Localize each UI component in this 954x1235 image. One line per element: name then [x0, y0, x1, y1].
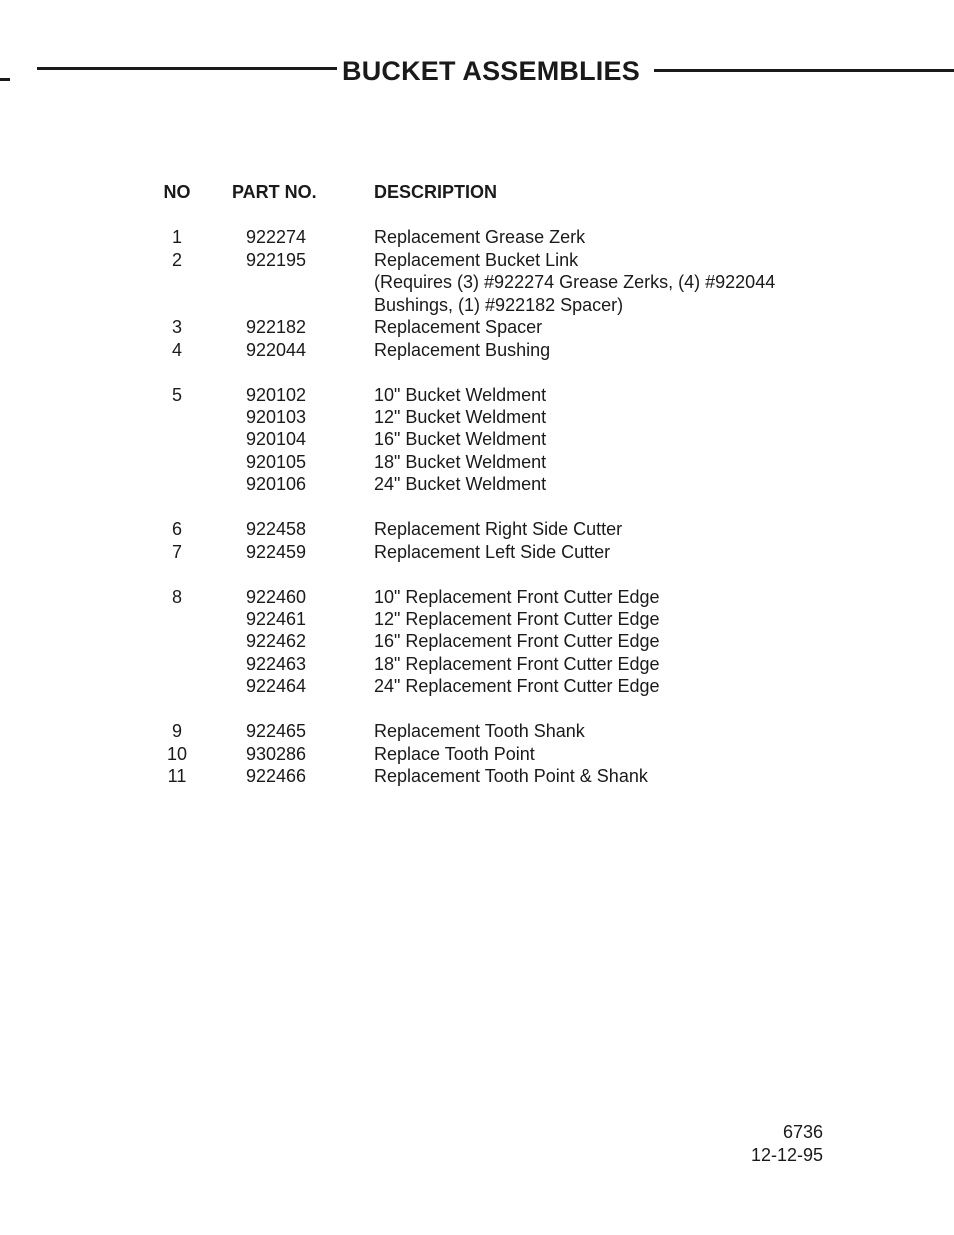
table-row: [0, 765, 954, 787]
part-description: 12" Replacement Front Cutter Edge: [374, 609, 660, 629]
part-description: Bushings, (1) #922182 Spacer): [374, 295, 624, 315]
part-number: 922461: [245, 609, 307, 629]
item-number: 11: [167, 766, 187, 786]
table-row: [0, 406, 954, 428]
part-description: 12" Bucket Weldment: [374, 407, 547, 427]
part-description: 10" Replacement Front Cutter Edge: [374, 587, 660, 607]
table-row: [0, 653, 954, 675]
table-row: [0, 226, 954, 248]
part-number: 922274: [245, 227, 307, 247]
item-number: 2: [171, 250, 182, 270]
page-title: BUCKET ASSEMBLIES: [342, 56, 640, 86]
document-number: 6736: [782, 1122, 823, 1142]
part-description: Replacement Bucket Link: [374, 250, 579, 270]
item-number: 9: [171, 721, 182, 741]
column-header-part-no: PART NO.: [232, 182, 317, 202]
corner-mark: [0, 78, 10, 81]
item-number: 10: [166, 744, 188, 764]
part-number: 920106: [245, 474, 307, 494]
table-row: [0, 294, 954, 316]
part-description: Replacement Left Side Cutter: [374, 542, 611, 562]
table-row: [0, 473, 954, 495]
document-date: 12-12-95: [750, 1145, 823, 1165]
table-row: [0, 384, 954, 406]
item-number: 3: [171, 317, 182, 337]
part-description: Replacement Grease Zerk: [374, 227, 586, 247]
part-number: 922044: [245, 340, 307, 360]
item-number: 1: [171, 227, 182, 247]
part-number: 922465: [245, 721, 307, 741]
part-number: 922195: [245, 250, 307, 270]
table-row: [0, 518, 954, 540]
table-row: [0, 608, 954, 630]
table-row: [0, 586, 954, 608]
part-description: Replacement Tooth Shank: [374, 721, 585, 741]
item-number: 8: [171, 587, 182, 607]
part-description: Replacement Right Side Cutter: [374, 519, 623, 539]
item-number: 4: [171, 340, 182, 360]
table-row: [0, 249, 954, 271]
item-number: 5: [171, 385, 182, 405]
part-description: Replace Tooth Point: [374, 744, 535, 764]
part-description: 24" Bucket Weldment: [374, 474, 547, 494]
part-description: Replacement Bushing: [374, 340, 551, 360]
part-description: 18" Bucket Weldment: [374, 452, 547, 472]
part-number: 922466: [245, 766, 307, 786]
part-number: 922462: [245, 631, 307, 651]
part-number: 920103: [245, 407, 307, 427]
table-row: [0, 271, 954, 293]
column-header-no: NO: [163, 182, 191, 202]
table-row: [0, 630, 954, 652]
part-number: 922459: [245, 542, 307, 562]
part-number: 922458: [245, 519, 307, 539]
item-number: 6: [171, 519, 182, 539]
part-number: 922460: [245, 587, 307, 607]
table-row: [0, 451, 954, 473]
part-number: 920105: [245, 452, 307, 472]
part-description: 16" Replacement Front Cutter Edge: [374, 631, 660, 651]
table-row: [0, 675, 954, 697]
part-description: 16" Bucket Weldment: [374, 429, 547, 449]
table-row: [0, 339, 954, 361]
part-number: 920104: [245, 429, 307, 449]
part-number: 922464: [245, 676, 307, 696]
part-description: 10" Bucket Weldment: [374, 385, 547, 405]
table-row: [0, 720, 954, 742]
column-header-description: DESCRIPTION: [374, 182, 498, 202]
part-description: 24" Replacement Front Cutter Edge: [374, 676, 660, 696]
part-number: 922182: [245, 317, 307, 337]
part-description: 18" Replacement Front Cutter Edge: [374, 654, 660, 674]
table-row: [0, 316, 954, 338]
table-row: [0, 541, 954, 563]
part-number: 930286: [245, 744, 307, 764]
part-number: 922463: [245, 654, 307, 674]
item-number: 7: [171, 542, 182, 562]
table-row: [0, 743, 954, 765]
title-rule-right: [654, 69, 954, 72]
part-description: Replacement Spacer: [374, 317, 543, 337]
part-description: (Requires (3) #922274 Grease Zerks, (4) #922044: [374, 272, 776, 292]
title-rule-left: [37, 67, 337, 70]
part-description: Replacement Tooth Point & Shank: [374, 766, 648, 786]
part-number: 920102: [245, 385, 307, 405]
table-row: [0, 428, 954, 450]
